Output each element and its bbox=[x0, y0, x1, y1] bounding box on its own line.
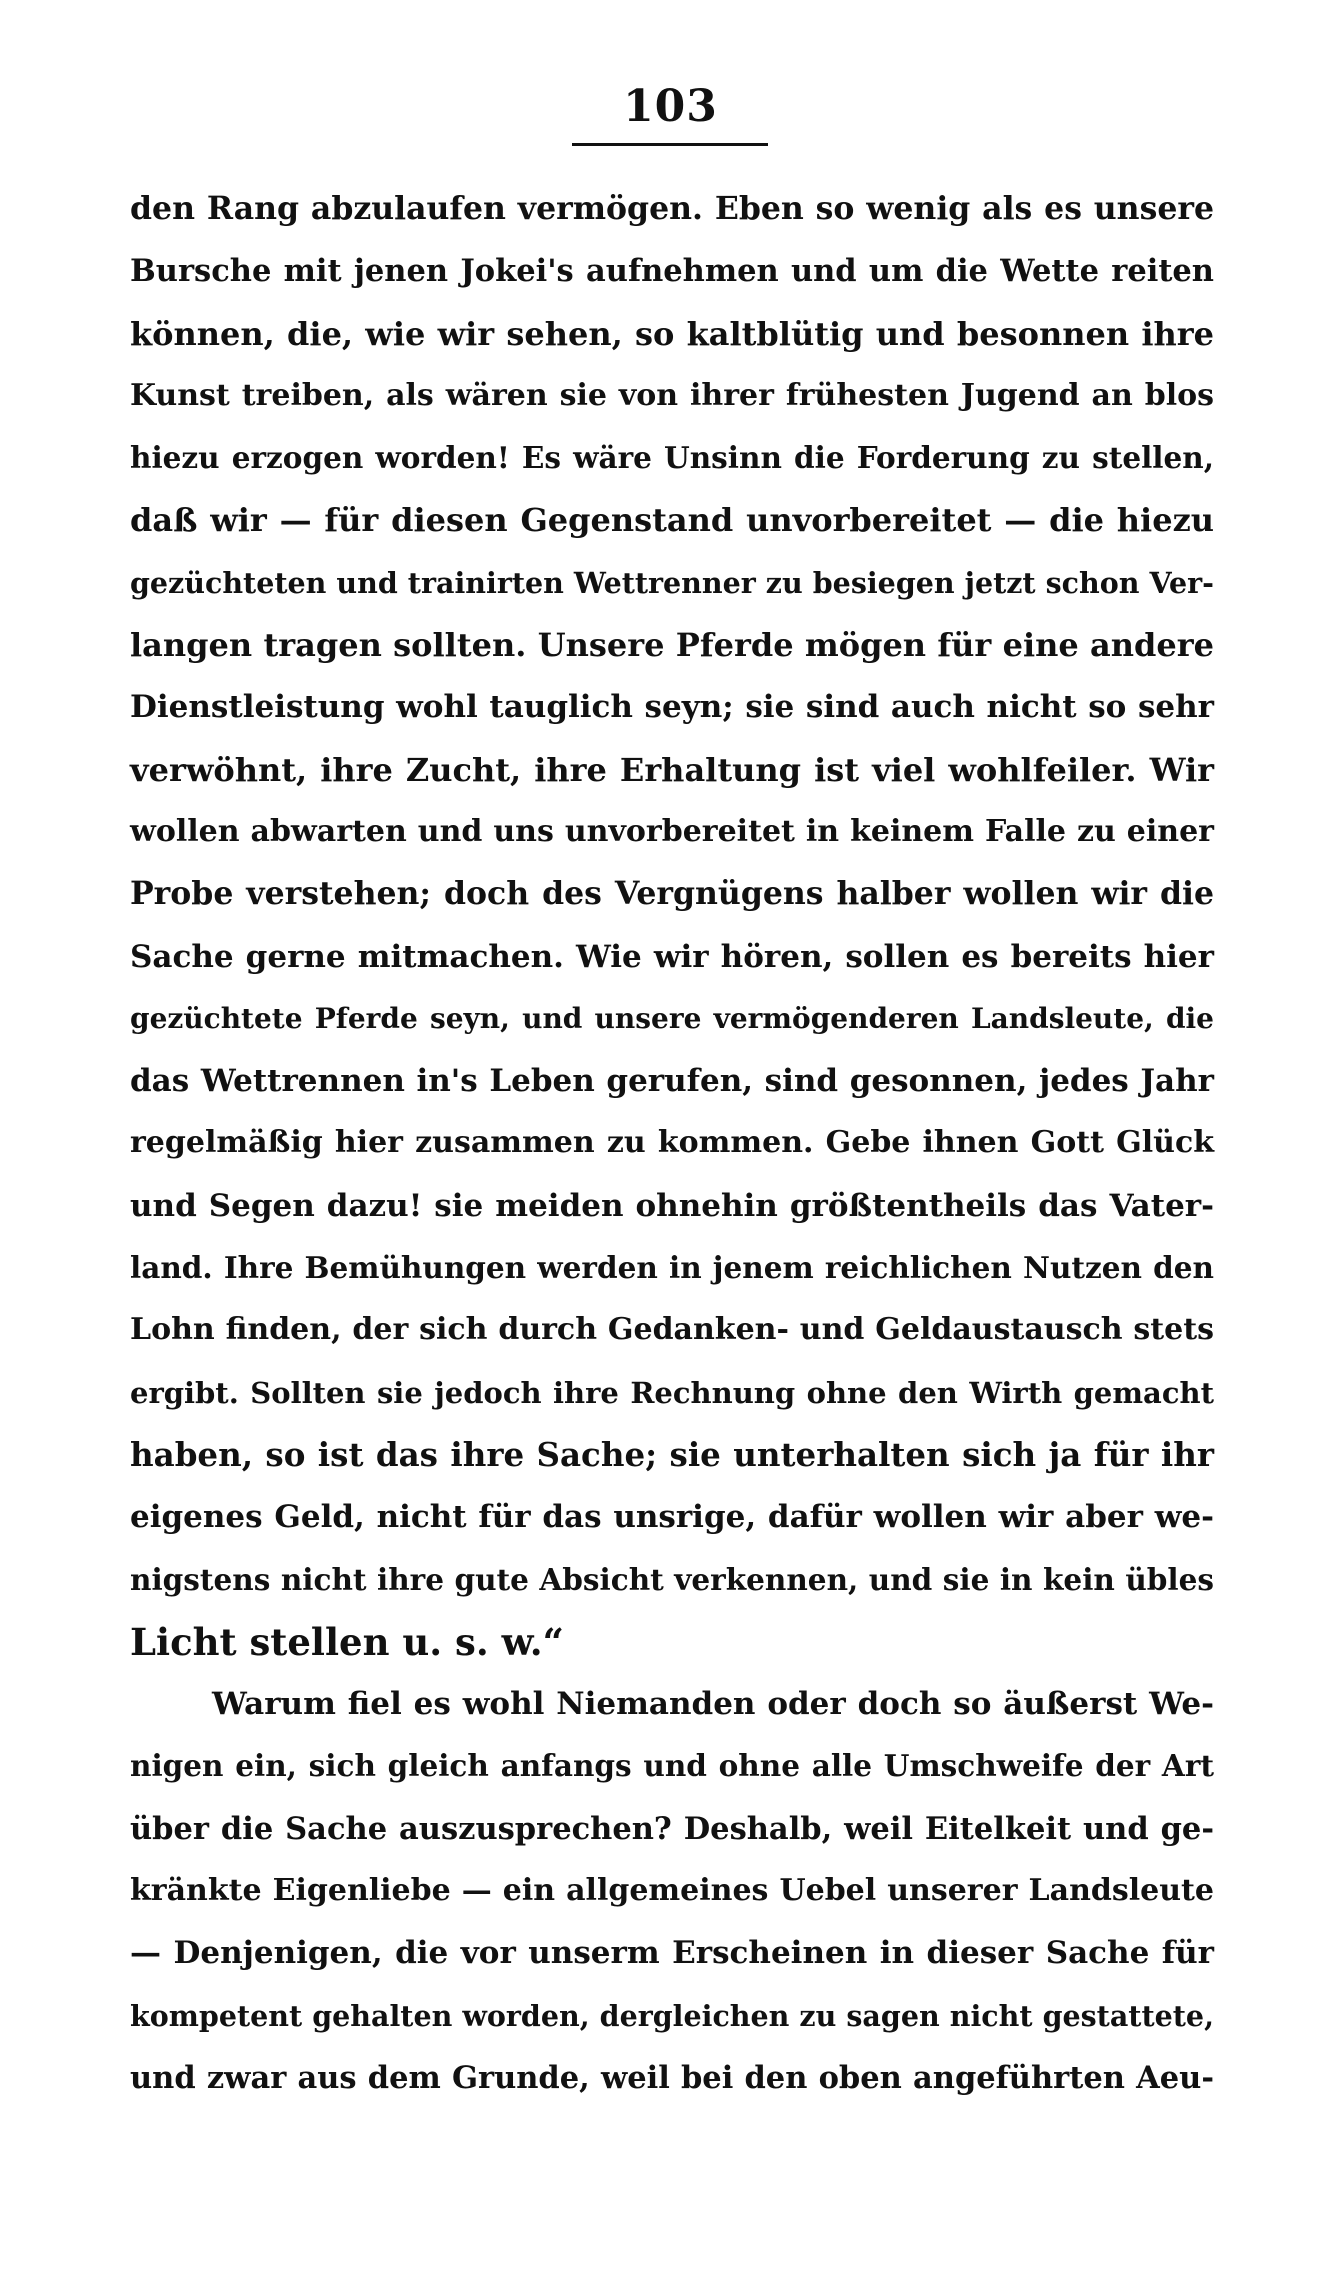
text-line: Sache gerne mitmachen. Wie wir hören, sollen es bereits hier bbox=[130, 938, 1214, 975]
text-line: Lohn finden, der sich durch Gedanken- und Geldaustausch stets bbox=[130, 1312, 1214, 1348]
text-line: kränkte Eigenliebe — ein allgemeines Uebel unserer Landsleute bbox=[130, 1873, 1214, 1909]
text-line: verwöhnt, ihre Zucht, ihre Erhaltung ist viel wohlfeiler. Wir bbox=[130, 750, 1214, 789]
text-line: wollen abwarten und uns unvorbereitet in keinem Falle zu einer bbox=[130, 813, 1214, 849]
text-line: ergibt. Sollten sie jedoch ihre Rechnung ohne den Wirth gemacht bbox=[130, 1375, 1214, 1410]
text-line: regelmäßig hier zusammen zu kommen. Gebe ihnen Gott Glück bbox=[130, 1125, 1214, 1161]
text-line: gezüchtete Pferde seyn, und unsere vermögenderen Landsleute, die bbox=[130, 1001, 1214, 1035]
text-line: hiezu erzogen worden! Es wäre Unsinn die Forderung zu stellen, bbox=[130, 440, 1214, 476]
text-line: Probe verstehen; doch des Vergnügens halber wollen wir die bbox=[130, 875, 1214, 913]
text-line: langen tragen sollten. Unsere Pferde mögen für eine andere bbox=[130, 626, 1214, 665]
text-line: über die Sache auszusprechen? Deshalb, weil Eitelkeit und ge- bbox=[130, 1810, 1214, 1847]
paragraph-start-line: Warum fiel es wohl Niemanden oder doch so äußerst We- bbox=[212, 1686, 1214, 1723]
text-line: — Denjenigen, die vor unserm Erscheinen in dieser Sache für bbox=[130, 1935, 1214, 1972]
text-line: und Segen dazu! sie meiden ohnehin größtentheils das Vater- bbox=[130, 1187, 1214, 1224]
text-line: das Wettrennen in's Leben gerufen, sind gesonnen, jedes Jahr bbox=[130, 1063, 1214, 1100]
text-line: gezüchteten und trainirten Wettrenner zu besiegen jetzt schon Ver- bbox=[130, 565, 1214, 600]
text-line: eigenes Geld, nicht für das unsrige, dafür wollen wir aber we- bbox=[130, 1499, 1214, 1536]
text-line: Kunst treiben, als wären sie von ihrer frühesten Jugend an blos bbox=[130, 377, 1214, 413]
text-line: daß wir — für diesen Gegenstand unvorbereitet — die hiezu bbox=[130, 501, 1214, 540]
text-line: nigstens nicht ihre gute Absicht verkennen, und sie in kein übles bbox=[130, 1561, 1214, 1597]
header-rule bbox=[572, 143, 768, 146]
text-line: land. Ihre Bemühungen werden in jenem reichlichen Nutzen den bbox=[130, 1250, 1214, 1286]
text-line: können, die, wie wir sehen, so kaltblütig und besonnen ihre bbox=[130, 314, 1214, 353]
text-line: Dienstleistung wohl tauglich seyn; sie sind auch nicht so sehr bbox=[130, 689, 1214, 726]
text-line: und zwar aus dem Grunde, weil bei den oben angeführten Aeu- bbox=[130, 2059, 1214, 2096]
text-line: kompetent gehalten worden, dergleichen zu sagen nicht gestattete, bbox=[130, 1998, 1214, 2033]
text-line: haben, so ist das ihre Sache; sie unterhalten sich ja für ihr bbox=[130, 1434, 1214, 1474]
text-line: den Rang abzulaufen vermögen. Eben so wenig als es unsere bbox=[130, 190, 1214, 227]
text-line: nigen ein, sich gleich anfangs und ohne alle Umschweife der Art bbox=[130, 1748, 1214, 1784]
body-text bbox=[130, 178, 1214, 2109]
text-line: Bursche mit jenen Jokei's aufnehmen und um die Wette reiten bbox=[130, 253, 1214, 290]
paragraph-end-line: Licht stellen u. s. w.“ bbox=[130, 1619, 564, 1664]
page-number: 103 bbox=[623, 81, 718, 132]
